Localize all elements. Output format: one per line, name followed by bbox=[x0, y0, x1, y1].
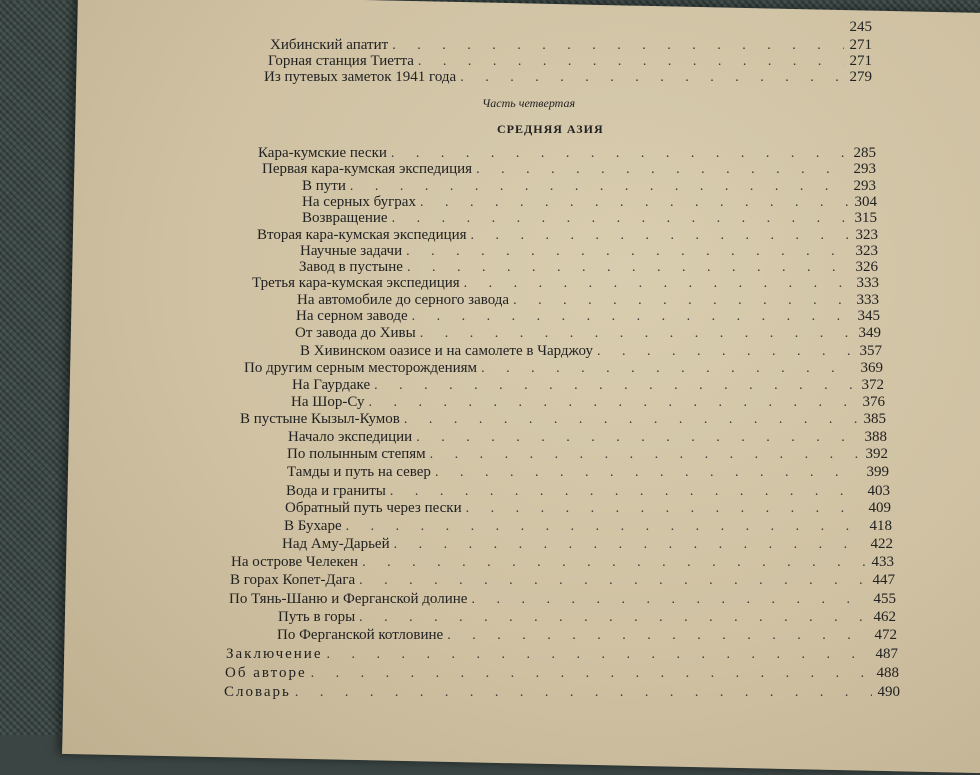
leader-dots bbox=[435, 465, 861, 481]
entry-title: В Хивинском оазисе и на самолете в Чарджоу bbox=[300, 343, 593, 359]
leader-dots bbox=[394, 537, 865, 553]
page-number: 369 bbox=[860, 360, 883, 376]
page-number: 357 bbox=[859, 343, 882, 359]
leader-dots bbox=[311, 666, 871, 682]
leader-dots bbox=[327, 647, 870, 663]
toc-entry bbox=[284, 517, 892, 535]
leader-dots bbox=[412, 309, 852, 325]
leader-dots bbox=[460, 70, 843, 86]
toc-entry bbox=[231, 553, 894, 571]
toc-entry bbox=[282, 535, 893, 553]
toc-entry bbox=[230, 571, 895, 589]
leader-dots bbox=[466, 501, 863, 517]
page-number: 372 bbox=[861, 377, 884, 393]
page-number: 462 bbox=[873, 609, 896, 625]
page-number: 345 bbox=[857, 308, 880, 324]
entry-title: На серном заводе bbox=[296, 308, 408, 324]
page-number: 323 bbox=[855, 243, 878, 259]
page-number: 333 bbox=[856, 292, 879, 308]
page-number: 455 bbox=[873, 591, 896, 607]
entry-title: По полынным степям bbox=[287, 446, 426, 462]
page-number: 447 bbox=[872, 572, 895, 588]
entry-title: На автомобиле до серного завода bbox=[297, 292, 510, 308]
leader-dots bbox=[392, 211, 849, 227]
page-number: 433 bbox=[871, 554, 894, 570]
entry-title: Кара-кумские пески bbox=[258, 145, 387, 161]
leader-dots bbox=[346, 519, 864, 535]
page-number: 422 bbox=[870, 536, 893, 552]
toc-entry bbox=[295, 324, 881, 342]
leader-dots bbox=[481, 361, 854, 377]
leader-dots bbox=[404, 412, 858, 428]
toc-entry bbox=[302, 209, 877, 227]
toc-entry bbox=[244, 359, 883, 377]
page-number: 323 bbox=[855, 227, 878, 243]
entry-title: В пустыне Кызыл-Кумов bbox=[240, 411, 400, 427]
page-number: 472 bbox=[874, 627, 897, 643]
entry-title: Тамды и путь на север bbox=[287, 464, 431, 480]
page-number: 388 bbox=[864, 429, 887, 445]
leader-dots bbox=[359, 610, 867, 626]
toc-entry bbox=[226, 645, 898, 663]
entry-title: Возвращение bbox=[302, 210, 388, 226]
page-number: 399 bbox=[866, 464, 889, 480]
toc-entry bbox=[262, 160, 876, 178]
page-number: 487 bbox=[875, 646, 898, 662]
leader-dots bbox=[359, 573, 866, 589]
toc-entry bbox=[264, 68, 872, 86]
entry-title: По другим серным месторождениям bbox=[244, 360, 478, 376]
leader-dots bbox=[369, 395, 857, 411]
toc-entry bbox=[296, 307, 880, 325]
leader-dots bbox=[390, 484, 862, 500]
page-number: 271 bbox=[849, 53, 872, 69]
entry-title: По Ферганской котловине bbox=[277, 627, 444, 643]
toc-entry bbox=[229, 590, 896, 608]
entry-title: В Бухаре bbox=[284, 518, 342, 534]
leader-dots bbox=[416, 430, 858, 446]
page-number: 326 bbox=[855, 259, 878, 275]
entry-title: На серных буграх bbox=[302, 194, 416, 210]
toc-entry bbox=[292, 376, 884, 394]
part-title: Часть четвертая bbox=[482, 96, 576, 110]
toc-entry bbox=[285, 499, 891, 517]
entry-title: Третья кара-кумская экспедиция bbox=[252, 275, 460, 291]
leader-dots bbox=[471, 592, 867, 608]
entry-title: В горах Копет-Дага bbox=[230, 572, 356, 588]
page-number: 409 bbox=[868, 500, 891, 516]
section-title: СРЕДНЯЯ АЗИЯ bbox=[497, 122, 604, 136]
leader-dots bbox=[295, 685, 872, 701]
toc-entry bbox=[760, 18, 872, 36]
page-number: 293 bbox=[853, 178, 876, 194]
entry-title: Об авторе bbox=[225, 665, 307, 681]
entry-title: Горная станция Тиетта bbox=[268, 53, 414, 69]
toc-entry bbox=[240, 410, 886, 428]
entry-title: Обратный путь через пески bbox=[285, 500, 462, 516]
page-number: 385 bbox=[863, 411, 886, 427]
page-number: 245 bbox=[849, 19, 872, 35]
toc-entry bbox=[278, 608, 896, 626]
page-number: 349 bbox=[858, 325, 881, 341]
page-number: 304 bbox=[854, 194, 877, 210]
entry-title: На Гаурдаке bbox=[292, 377, 371, 393]
leader-dots bbox=[420, 326, 853, 342]
entry-title: От завода до Хивы bbox=[295, 325, 416, 341]
page-number: 315 bbox=[854, 210, 877, 226]
entry-title: Путь в горы bbox=[278, 609, 356, 625]
entry-title: На Шор-Су bbox=[291, 394, 365, 410]
page-number: 403 bbox=[867, 483, 890, 499]
page-number: 279 bbox=[849, 69, 872, 85]
page-number: 418 bbox=[869, 518, 892, 534]
page-number: 271 bbox=[849, 37, 872, 53]
entry-title: Хибинский апатит bbox=[270, 37, 389, 53]
toc-entry bbox=[288, 428, 887, 446]
entry-title: В пути bbox=[302, 178, 346, 194]
toc-entry bbox=[252, 274, 879, 292]
leader-dots bbox=[464, 276, 851, 292]
entry-title: Первая кара-кумская экспедиция bbox=[262, 161, 473, 177]
leader-dots bbox=[374, 378, 855, 394]
toc-entry bbox=[277, 626, 897, 644]
entry-title: Заключение bbox=[226, 646, 323, 662]
toc-entry bbox=[291, 393, 885, 411]
toc-entry bbox=[286, 482, 890, 500]
leader-dots bbox=[597, 344, 854, 360]
leader-dots bbox=[362, 555, 865, 571]
entry-title: На острове Челекен bbox=[231, 554, 359, 570]
toc-entry bbox=[287, 445, 888, 463]
page-number: 392 bbox=[865, 446, 888, 462]
leader-dots bbox=[476, 162, 847, 178]
entry-title: Научные задачи bbox=[300, 243, 403, 259]
entry-title: Над Аму-Дарьей bbox=[282, 536, 390, 552]
page-number: 490 bbox=[877, 684, 900, 700]
leader-dots bbox=[447, 628, 868, 644]
leader-dots bbox=[430, 447, 860, 463]
toc-entry bbox=[300, 342, 882, 360]
toc-entry bbox=[287, 463, 889, 481]
entry-title: Завод в пустыне bbox=[299, 259, 403, 275]
page-number: 285 bbox=[853, 145, 876, 161]
entry-title: Вода и граниты bbox=[286, 483, 386, 499]
page-number: 333 bbox=[856, 275, 879, 291]
toc-entry bbox=[224, 683, 900, 701]
page-number: 293 bbox=[853, 161, 876, 177]
entry-title: Начало экспедиции bbox=[288, 429, 413, 445]
entry-title: По Тянь-Шаню и Ферганской долине bbox=[229, 591, 468, 607]
toc-entry bbox=[225, 664, 899, 682]
page-number: 376 bbox=[862, 394, 885, 410]
entry-title: Вторая кара-кумская экспедиция bbox=[257, 227, 467, 243]
page-number: 488 bbox=[876, 665, 899, 681]
entry-title: Из путевых заметок 1941 года bbox=[264, 69, 457, 85]
entry-title: Словарь bbox=[224, 684, 291, 700]
